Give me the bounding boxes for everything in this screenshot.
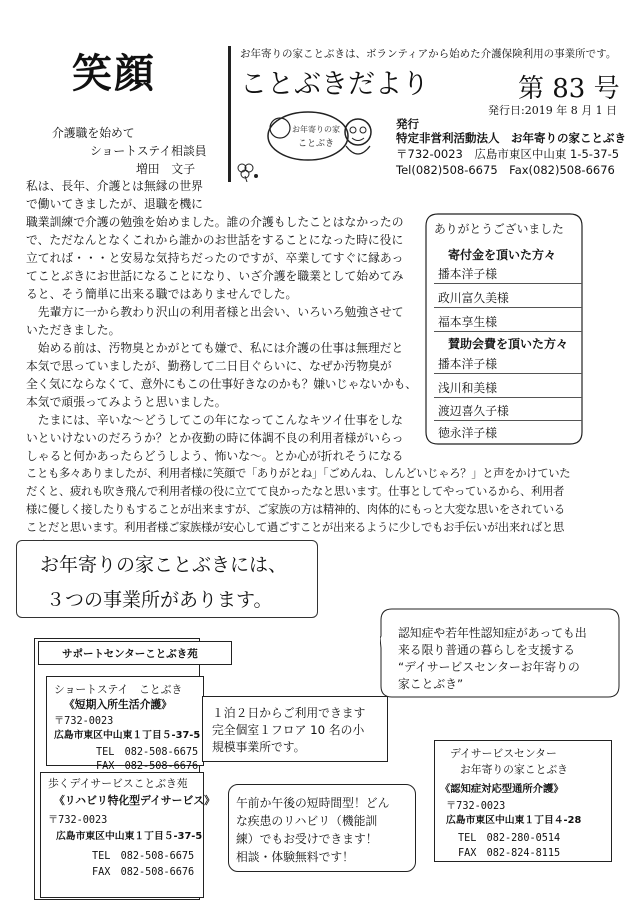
membership-heading: 賛助会費を頂いた方々 (448, 337, 569, 351)
underline (434, 283, 582, 284)
donor-name: 浅川和美様 (438, 381, 497, 395)
author-name: 増田 文子 (136, 162, 195, 176)
donor-name: 政川富久美様 (438, 291, 509, 305)
underline (434, 307, 582, 308)
bubble-line: 家ことぶき” (398, 677, 464, 691)
article-line: 様に優しく接したりもすることが出来ますが、ご家族の方は精神的、肉体的にもっと大変な思いをされている (26, 503, 565, 516)
newsletter-logo: 笑顔 (72, 50, 156, 97)
article-line: しゃると何かあったらどうしよう、怖いな～。とか心が折れそうになる (26, 449, 404, 463)
article-line: 始める前は、汚物臭とかがとても嫌で、私には介護の仕事は無理だと (26, 341, 404, 355)
article-line: ことだと思います。利用者様ご家族様が安心して過ごすことが出来るように少しでもお手伝いが出来ればと思 (26, 521, 564, 534)
day-center-address: 広島市東区中山東１丁目４-28 (446, 815, 582, 826)
donation-heading: 寄付金を頂いた方々 (448, 248, 557, 262)
donor-name: 播本洋子様 (438, 357, 497, 371)
publisher-label: 発行 (396, 117, 419, 131)
underline (434, 420, 582, 421)
shortstay-name: ショートステイ ことぶき (54, 683, 183, 696)
donor-name: 福本享生様 (438, 315, 497, 329)
dayservice-tel: TEL 082-508-6675 (92, 851, 195, 862)
dayservice-address: 広島市東区中山東１丁目５-37-5 (56, 831, 203, 842)
publisher-name: 特定非営利活動法人 お年寄りの家ことぶき (396, 131, 626, 145)
day-center-tel: TEL 082-280-0514 (458, 833, 561, 844)
thanks-title: ありがとうございました (434, 222, 564, 236)
support-center-title: サポートセンターことぶき苑 (62, 648, 198, 660)
day-center-name: デイサービスセンター (450, 747, 557, 760)
shortstay-type: 《短期入所生活介護》 (64, 698, 172, 711)
day-center-type: 《認知症対応型通所介護》 (440, 783, 564, 795)
shortstay-zip: 〒732-0023 (54, 716, 114, 727)
bubble-line: “デイサービスセンターお年寄りの (398, 660, 580, 674)
svg-text:ことぶき: ことぶき (298, 139, 335, 149)
note-line: 相談・体験無料です！ (236, 850, 354, 864)
article-line: で、ただなんとなくこれから誰かのお世話をすることになった時に役に (26, 233, 404, 247)
article-title: 介護職を始めて (52, 126, 135, 140)
day-center-fax: FAX 082-824-8115 (458, 848, 561, 859)
dayservice-fax: FAX 082-508-6676 (92, 867, 195, 878)
donor-name: 播本洋子様 (438, 267, 497, 281)
dayservice-name: 歩くデイサービスことぶき苑 (48, 777, 188, 790)
bubble-line: 認知症や若年性認知症があっても出 (398, 626, 587, 640)
underline (434, 331, 582, 332)
article-line: たまには、辛いな～どうしてこの年になってこんなキツイ仕事をしな (26, 413, 403, 427)
issue-number: 第 83 号 (518, 74, 620, 104)
clover-icon (232, 160, 262, 182)
svg-text:お年寄りの家: お年寄りの家 (292, 125, 340, 134)
day-center-zip: 〒732-0023 (446, 801, 506, 812)
note-line: 完全個室１フロア 10 名の小 (212, 723, 365, 737)
mascot-illustration (262, 106, 374, 166)
underline (434, 373, 582, 374)
publisher-address: 〒732-0023 広島市東区中山東 1-5-37-5 (396, 147, 620, 161)
shortstay-tel: TEL 082-508-6675 (96, 747, 199, 758)
article-line: ことも多々ありましたが、利用者様に笑顔で「ありがとね」「ごめんね、しんどいじゃろ？」と声をかけていた (26, 467, 571, 480)
issue-date: 発行日:2019 年 8 月 1 日 (488, 104, 618, 117)
article-line: てことぶきにお世話になることになり、いざ介護を職業として始めてみ (26, 269, 404, 283)
donor-name: 渡辺喜久子様 (438, 404, 509, 418)
article-line: 本気で頑張ってみようと思いました。 (26, 395, 227, 409)
article-line: 本気で思っていましたが、勤務して二日目ぐらいに、なぜか汚物臭が (26, 359, 392, 373)
dayservice-type: 《リハビリ特化型デイサービス》 (54, 794, 215, 807)
article-line: で働いてきましたが、退職を機に (26, 197, 203, 211)
note-line: 規模事業所です。 (212, 740, 306, 754)
shortstay-fax: FAX 082-508-6676 (96, 761, 199, 772)
day-center-name-2: お年寄りの家ことぶき (460, 763, 568, 776)
note-line: １泊２日からご利用できます (212, 706, 366, 720)
article-line: だくと、疲れも吹き飛んで利用者様の役に立てて良かったなと思います。仕事としてやっているから、利用者 (26, 485, 564, 498)
note-line: 午前か午後の短時間型！どん (236, 796, 390, 810)
article-line: 先輩方に一から教わり沢山の利用者様と出会い、いろいろ勉強させて (26, 305, 404, 319)
author-role: ショートステイ相談員 (90, 144, 207, 158)
banner-line: ３つの事業所があります。 (46, 589, 273, 611)
article-line: 私は、長年、介護とは無縁の世界 (26, 179, 203, 193)
shortstay-address: 広島市東区中山東１丁目５-37-5 (54, 730, 201, 741)
note-line: 練）でもお受けできます！ (236, 832, 378, 846)
publisher-phone: Tel(082)508-6675 Fax(082)508-6676 (396, 163, 615, 177)
article-line: いといけないのだろうか？とか夜勤の時に体調不良の利用者様がいらっ (26, 431, 404, 445)
article-line: いただきました。 (26, 323, 121, 337)
article-line: ると、そう簡単に出来る職ではありませんでした。 (26, 287, 298, 301)
note-line: な疾患のリハビリ（機能訓 (236, 814, 378, 828)
dayservice-zip: 〒732-0023 (48, 815, 108, 826)
newsletter-title: ことぶきだより (240, 69, 429, 100)
underline (434, 397, 582, 398)
donor-name: 徳永洋子様 (438, 426, 497, 440)
header-note: お年寄りの家ことぶきは、ボランティアから始めた介護保険利用の事業所です。 (240, 48, 617, 60)
bubble-line: 来る限り普通の暮らしを支援する (398, 643, 575, 657)
article-line: 全く気にならなくて、意外にもこの仕事好きなのかも？嫌いじゃないかも、 (26, 377, 417, 391)
article-line: 立てれば・・・と安易な気持ちだったのですが、卒業してすぐに縁あっ (26, 251, 404, 265)
banner-line: お年寄りの家ことぶきには、 (40, 554, 288, 576)
article-line: 職業訓練で介護の勉強を始めました。誰の介護もしたことはなかったの (26, 215, 404, 229)
